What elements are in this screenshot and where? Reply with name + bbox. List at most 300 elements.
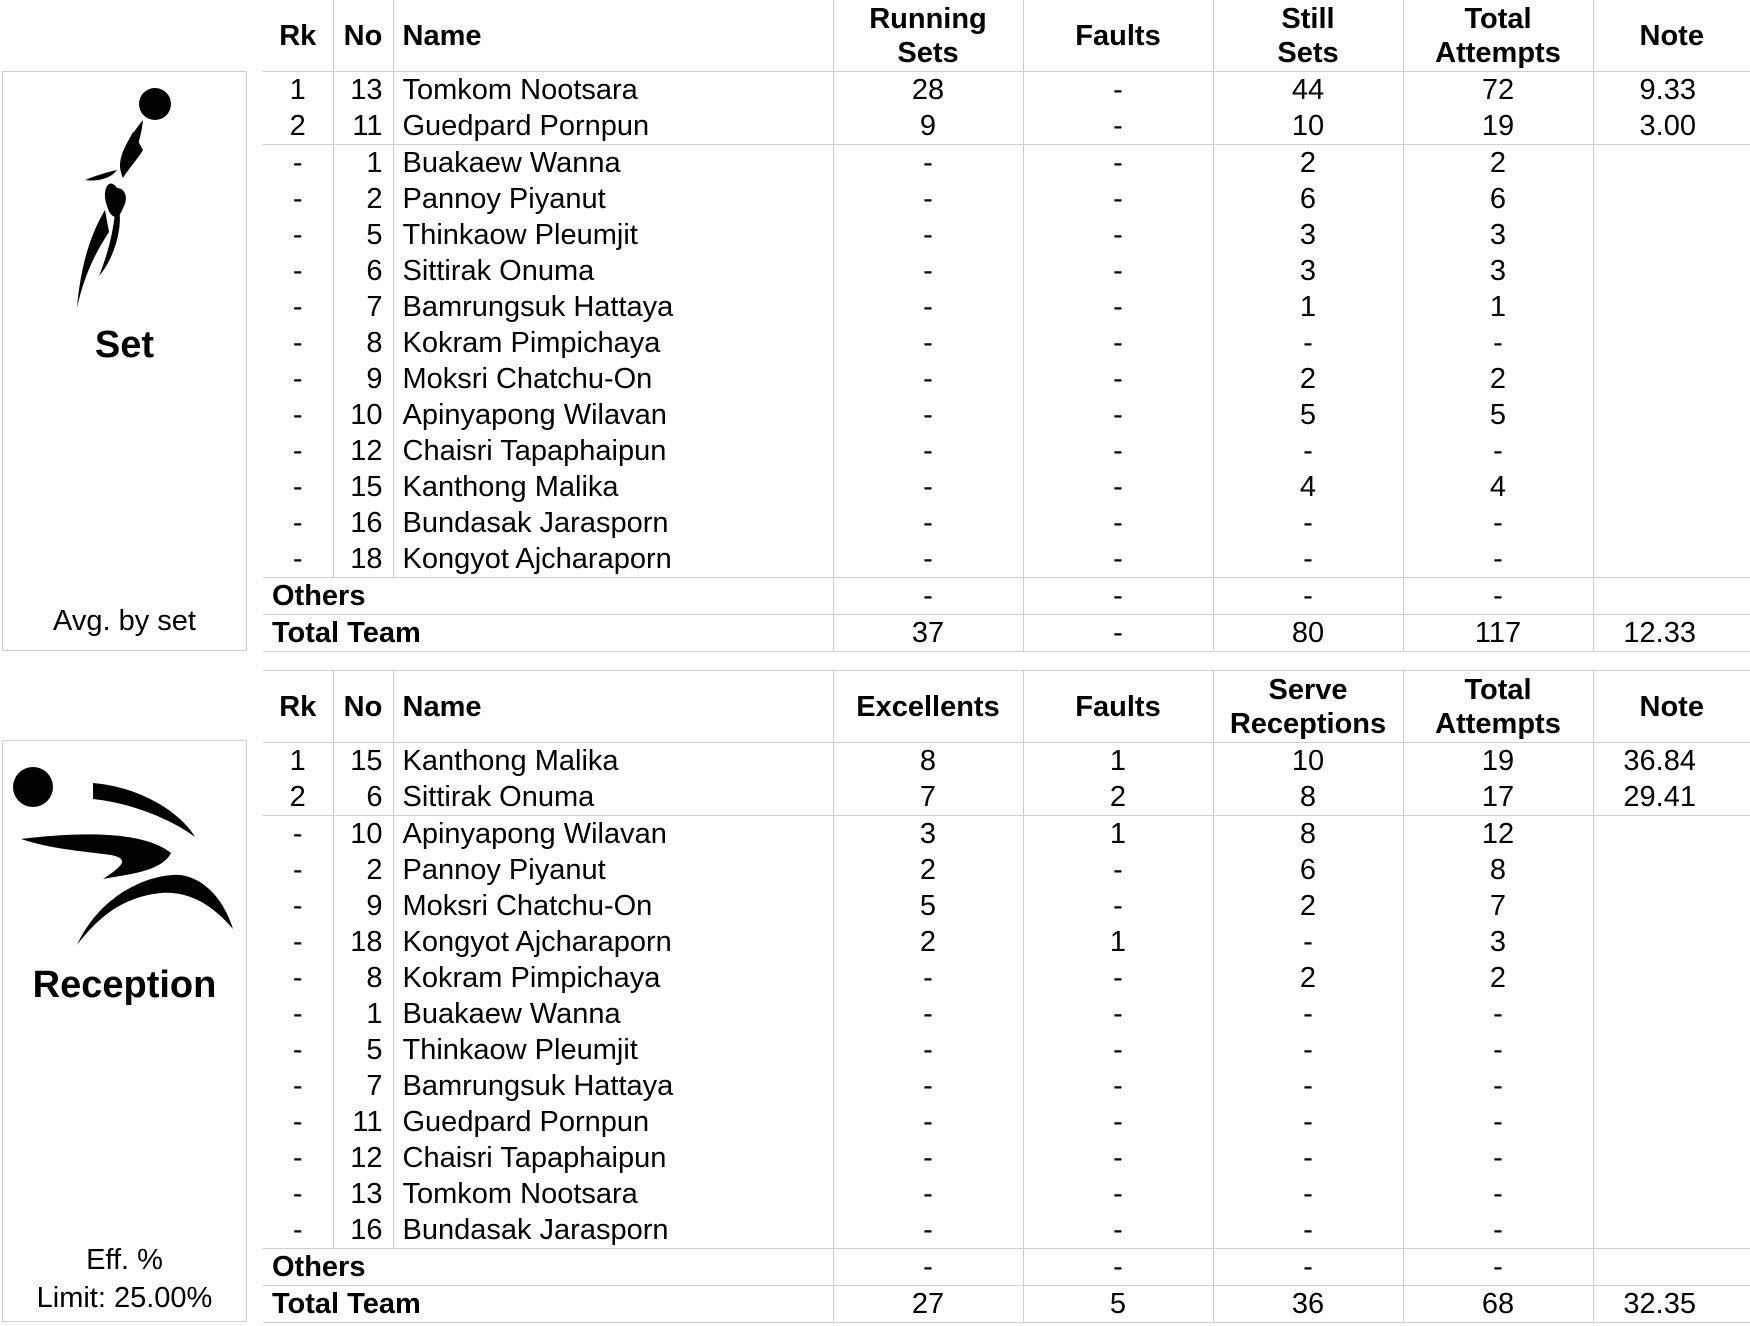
faults-cell: -	[1023, 960, 1213, 996]
number-cell: 16	[333, 1212, 393, 1249]
stat-cell-1: 37	[833, 615, 1023, 652]
faults-cell: -	[1023, 1032, 1213, 1068]
rank-cell: 1	[289, 74, 306, 106]
rank-cell: 2	[263, 108, 333, 145]
faults-cell: -	[1023, 217, 1213, 253]
note-cell	[1593, 289, 1750, 325]
rank-cell: -	[292, 183, 303, 215]
total-attempts-cell: -	[1403, 541, 1593, 578]
note-cell	[1593, 1032, 1750, 1068]
player-row	[263, 253, 1750, 289]
stat-cell-3: 2	[1213, 888, 1403, 924]
note-cell	[1593, 996, 1750, 1032]
player-row	[263, 960, 1750, 996]
player-row	[263, 541, 1750, 578]
note-cell: 29.41	[1593, 779, 1750, 816]
stat-cell-1: -	[833, 433, 1023, 469]
note-cell	[1593, 145, 1750, 182]
player-name-cell: Apinyapong Wilavan	[393, 816, 833, 853]
note-cell: 3.00	[1593, 108, 1750, 145]
player-row	[263, 1032, 1750, 1068]
number-cell: 18	[333, 924, 393, 960]
rank-header: Rk	[263, 671, 333, 743]
note-cell	[1593, 1140, 1750, 1176]
player-row	[263, 108, 1750, 145]
rank-cell: 2	[263, 779, 333, 816]
player-row	[263, 361, 1750, 397]
player-row	[263, 505, 1750, 541]
note-cell	[1593, 1068, 1750, 1104]
stat-cell-3: -	[1213, 541, 1403, 578]
player-row	[263, 1104, 1750, 1140]
number-cell: 7	[333, 1068, 393, 1104]
faults-cell: -	[1023, 253, 1213, 289]
total-team-row	[263, 1286, 1750, 1323]
note-cell	[1593, 541, 1750, 578]
volleyball-reception-pictogram-icon	[11, 763, 237, 953]
stat-cell-3: 4	[1213, 469, 1403, 505]
reception-limit-label: Limit: 25.00%	[36, 1282, 213, 1314]
stat-cell-3: 80	[1213, 615, 1403, 652]
player-row	[263, 1068, 1750, 1104]
faults-cell: -	[1023, 108, 1213, 145]
faults-cell: -	[1023, 145, 1213, 182]
stat-cell-1: -	[833, 361, 1023, 397]
total-attempts-cell: -	[1403, 1212, 1593, 1249]
faults-cell: 1	[1023, 924, 1213, 960]
rank-cell: -	[292, 543, 303, 575]
note-cell	[1593, 181, 1750, 217]
player-name-cell: Moksri Chatchu-On	[393, 888, 833, 924]
rank-cell: -	[292, 818, 303, 850]
stat-cell-3: 10	[1213, 108, 1403, 145]
stat-cell-3: 6	[1213, 852, 1403, 888]
faults-header: Faults	[1023, 0, 1213, 72]
note-cell	[1593, 217, 1750, 253]
rank-cell: -	[292, 147, 303, 179]
stat-cell-1: -	[833, 1104, 1023, 1140]
number-header: No	[333, 0, 393, 72]
player-name-cell: Kanthong Malika	[393, 743, 833, 780]
player-name-cell: Kanthong Malika	[393, 469, 833, 505]
set-note-label: Avg. by set	[53, 605, 196, 637]
stat-cell-1: -	[833, 578, 1023, 615]
total-attempts-cell: 117	[1403, 615, 1593, 652]
player-name-cell: Buakaew Wanna	[393, 996, 833, 1032]
total-attempts-cell: -	[1403, 505, 1593, 541]
number-cell: 15	[333, 469, 393, 505]
rank-cell: -	[292, 1070, 303, 1102]
rank-cell: -	[292, 507, 303, 539]
player-name-cell: Thinkaow Pleumjit	[393, 1032, 833, 1068]
number-cell: 13	[333, 72, 393, 109]
stat-cell-1: -	[833, 996, 1023, 1032]
excellents-header: Excellents	[833, 671, 1023, 743]
stat-cell-3: -	[1213, 1104, 1403, 1140]
stat-cell-1: -	[833, 505, 1023, 541]
set-section	[0, 0, 1750, 650]
stat-cell-1: -	[833, 1176, 1023, 1212]
player-row	[263, 289, 1750, 325]
faults-cell: -	[1023, 852, 1213, 888]
player-name-cell: Kokram Pimpichaya	[393, 960, 833, 996]
stat-cell-1: -	[833, 289, 1023, 325]
rank-cell: 1	[289, 745, 306, 777]
others-row	[263, 578, 1750, 615]
total-attempts-cell: -	[1403, 433, 1593, 469]
total-attempts-cell: 72	[1403, 72, 1593, 109]
player-name-cell: Bamrungsuk Hattaya	[393, 1068, 833, 1104]
number-cell: 6	[333, 253, 393, 289]
note-cell	[1593, 888, 1750, 924]
number-cell: 5	[333, 217, 393, 253]
serve-receptions-header: Serve Receptions	[1213, 671, 1403, 743]
player-name-cell: Bundasak Jarasporn	[393, 1212, 833, 1249]
rank-cell: -	[292, 1142, 303, 1174]
note-cell	[1593, 325, 1750, 361]
note-cell	[1593, 1249, 1750, 1286]
rank-cell: -	[292, 291, 303, 323]
total-attempts-cell: 3	[1403, 924, 1593, 960]
rank-cell: -	[292, 854, 303, 886]
set-stats-table	[263, 0, 1750, 652]
faults-cell: 2	[1023, 779, 1213, 816]
stat-cell-1: 2	[833, 852, 1023, 888]
rank-cell: -	[292, 363, 303, 395]
player-name-cell: Sittirak Onuma	[393, 779, 833, 816]
number-cell: 13	[333, 1176, 393, 1212]
number-cell: 12	[333, 1140, 393, 1176]
stat-cell-1: -	[833, 1032, 1023, 1068]
total-attempts-cell: 12	[1403, 816, 1593, 853]
stat-cell-3: -	[1213, 505, 1403, 541]
faults-cell: -	[1023, 996, 1213, 1032]
reception-side-panel	[2, 740, 247, 1322]
stat-cell-1: 28	[833, 72, 1023, 109]
stat-cell-1: 3	[833, 816, 1023, 853]
stat-cell-3: 1	[1213, 289, 1403, 325]
number-cell: 9	[333, 361, 393, 397]
faults-cell: -	[1023, 1212, 1213, 1249]
total-attempts-cell: 2	[1403, 145, 1593, 182]
others-label: Others	[263, 1249, 833, 1286]
name-header: Name	[393, 0, 833, 72]
stat-cell-3: 2	[1213, 361, 1403, 397]
stat-cell-3: 5	[1213, 397, 1403, 433]
total-attempts-cell: -	[1403, 996, 1593, 1032]
player-name-cell: Chaisri Tapaphaipun	[393, 433, 833, 469]
number-cell: 2	[333, 181, 393, 217]
total-attempts-cell: 5	[1403, 397, 1593, 433]
note-cell	[1593, 960, 1750, 996]
total-attempts-cell: 19	[1403, 108, 1593, 145]
rank-cell: -	[292, 471, 303, 503]
number-cell: 8	[333, 960, 393, 996]
stat-cell-1: -	[833, 181, 1023, 217]
reception-note-label: Eff. %	[86, 1244, 163, 1276]
still-sets-header: Still Sets	[1213, 0, 1403, 72]
number-cell: 11	[333, 1104, 393, 1140]
number-cell: 9	[333, 888, 393, 924]
note-header: Note	[1593, 671, 1750, 743]
player-row	[263, 1176, 1750, 1212]
total-team-label: Total Team	[263, 615, 833, 652]
total-attempts-cell: 2	[1403, 361, 1593, 397]
faults-cell: -	[1023, 578, 1213, 615]
faults-cell: 5	[1023, 1286, 1213, 1323]
player-name-cell: Moksri Chatchu-On	[393, 361, 833, 397]
rank-cell: -	[292, 255, 303, 287]
note-header: Note	[1593, 0, 1750, 72]
number-header: No	[333, 671, 393, 743]
player-name-cell: Bamrungsuk Hattaya	[393, 289, 833, 325]
volleyball-set-pictogram-icon	[73, 80, 183, 310]
player-row	[263, 816, 1750, 853]
note-cell: 36.84	[1593, 743, 1750, 780]
note-cell	[1593, 361, 1750, 397]
total-attempts-cell: -	[1403, 1068, 1593, 1104]
note-cell	[1593, 505, 1750, 541]
stat-cell-3: 3	[1213, 217, 1403, 253]
stat-cell-1: -	[833, 541, 1023, 578]
faults-cell: -	[1023, 181, 1213, 217]
faults-cell: 1	[1023, 816, 1213, 853]
stat-cell-1: 2	[833, 924, 1023, 960]
total-attempts-cell: 19	[1403, 743, 1593, 780]
total-team-label: Total Team	[263, 1286, 833, 1323]
stat-cell-1: -	[833, 1068, 1023, 1104]
stat-cell-1: -	[833, 253, 1023, 289]
player-name-cell: Pannoy Piyanut	[393, 181, 833, 217]
stat-cell-3: -	[1213, 996, 1403, 1032]
faults-cell: -	[1023, 888, 1213, 924]
stat-cell-3: -	[1213, 1249, 1403, 1286]
number-cell: 2	[333, 852, 393, 888]
stat-cell-1: -	[833, 145, 1023, 182]
faults-cell: -	[1023, 541, 1213, 578]
stat-cell-3: 10	[1213, 743, 1403, 780]
rank-header: Rk	[263, 0, 333, 72]
note-cell: 32.35	[1593, 1286, 1750, 1323]
stat-cell-3: 6	[1213, 181, 1403, 217]
note-cell	[1593, 469, 1750, 505]
player-name-cell: Bundasak Jarasporn	[393, 505, 833, 541]
note-cell	[1593, 852, 1750, 888]
player-row	[263, 779, 1750, 816]
faults-cell: -	[1023, 469, 1213, 505]
player-row	[263, 1140, 1750, 1176]
number-cell: 1	[333, 996, 393, 1032]
faults-header: Faults	[1023, 671, 1213, 743]
reception-section	[0, 670, 1750, 1326]
player-row	[263, 743, 1750, 780]
rank-cell: -	[292, 998, 303, 1030]
total-attempts-cell: -	[1403, 1140, 1593, 1176]
note-cell: 9.33	[1593, 72, 1750, 109]
number-cell: 10	[333, 816, 393, 853]
number-cell: 8	[333, 325, 393, 361]
faults-cell: -	[1023, 289, 1213, 325]
note-cell	[1593, 816, 1750, 853]
name-header: Name	[393, 671, 833, 743]
stat-cell-3: -	[1213, 1212, 1403, 1249]
total-attempts-cell: 3	[1403, 217, 1593, 253]
rank-cell: -	[292, 435, 303, 467]
stat-cell-1: 27	[833, 1286, 1023, 1323]
faults-cell: -	[1023, 505, 1213, 541]
number-cell: 12	[333, 433, 393, 469]
faults-cell: -	[1023, 72, 1213, 109]
player-name-cell: Thinkaow Pleumjit	[393, 217, 833, 253]
rank-cell: -	[292, 926, 303, 958]
others-row	[263, 1249, 1750, 1286]
others-label: Others	[263, 578, 833, 615]
rank-cell: -	[292, 962, 303, 994]
player-name-cell: Guedpard Pornpun	[393, 108, 833, 145]
player-name-cell: Buakaew Wanna	[393, 145, 833, 182]
number-cell: 7	[333, 289, 393, 325]
player-row	[263, 325, 1750, 361]
reception-stats-table	[263, 670, 1750, 1323]
player-row	[263, 924, 1750, 960]
stat-cell-3: 3	[1213, 253, 1403, 289]
player-name-cell: Kokram Pimpichaya	[393, 325, 833, 361]
set-section-title: Set	[94, 324, 155, 366]
player-name-cell: Apinyapong Wilavan	[393, 397, 833, 433]
stat-cell-3: 8	[1213, 779, 1403, 816]
stat-cell-3: -	[1213, 433, 1403, 469]
stat-cell-3: 44	[1213, 72, 1403, 109]
running-sets-header: Running Sets	[833, 0, 1023, 72]
total-attempts-header: Total Attempts	[1403, 0, 1593, 72]
total-attempts-cell: -	[1403, 578, 1593, 615]
stat-cell-3: -	[1213, 325, 1403, 361]
rank-cell: -	[292, 399, 303, 431]
faults-cell: -	[1023, 433, 1213, 469]
player-name-cell: Kongyot Ajcharaporn	[393, 541, 833, 578]
player-name-cell: Sittirak Onuma	[393, 253, 833, 289]
player-row	[263, 397, 1750, 433]
stat-cell-1: -	[833, 1212, 1023, 1249]
total-attempts-cell: 2	[1403, 960, 1593, 996]
total-attempts-header: Total Attempts	[1403, 671, 1593, 743]
faults-cell: -	[1023, 397, 1213, 433]
player-row	[263, 181, 1750, 217]
stat-cell-1: -	[833, 1140, 1023, 1176]
stat-cell-3: -	[1213, 1032, 1403, 1068]
player-row	[263, 996, 1750, 1032]
number-cell: 6	[333, 779, 393, 816]
faults-cell: -	[1023, 1068, 1213, 1104]
total-attempts-cell: 6	[1403, 181, 1593, 217]
number-cell: 18	[333, 541, 393, 578]
total-attempts-cell: 17	[1403, 779, 1593, 816]
rank-cell: -	[292, 1034, 303, 1066]
number-cell: 16	[333, 505, 393, 541]
note-cell	[1593, 433, 1750, 469]
total-attempts-cell: -	[1403, 1104, 1593, 1140]
note-cell: 12.33	[1593, 615, 1750, 652]
stat-cell-1: -	[833, 960, 1023, 996]
reception-header-row	[263, 671, 1750, 743]
set-header-row	[263, 0, 1750, 72]
note-cell	[1593, 253, 1750, 289]
player-name-cell: Kongyot Ajcharaporn	[393, 924, 833, 960]
faults-cell: 1	[1023, 743, 1213, 780]
player-row	[263, 888, 1750, 924]
stat-cell-1: 8	[833, 743, 1023, 780]
stat-cell-1: -	[833, 1249, 1023, 1286]
stat-cell-3: -	[1213, 1068, 1403, 1104]
total-attempts-cell: 1	[1403, 289, 1593, 325]
reception-section-title: Reception	[32, 964, 217, 1006]
player-name-cell: Guedpard Pornpun	[393, 1104, 833, 1140]
player-row	[263, 1212, 1750, 1249]
number-cell: 5	[333, 1032, 393, 1068]
total-attempts-cell: 8	[1403, 852, 1593, 888]
note-cell	[1593, 1104, 1750, 1140]
stat-cell-3: -	[1213, 578, 1403, 615]
player-row	[263, 72, 1750, 109]
player-row	[263, 433, 1750, 469]
stat-cell-3: -	[1213, 1176, 1403, 1212]
faults-cell: -	[1023, 1104, 1213, 1140]
note-cell	[1593, 397, 1750, 433]
stat-cell-3: 2	[1213, 960, 1403, 996]
rank-cell: -	[292, 327, 303, 359]
rank-cell: -	[292, 1214, 303, 1246]
stat-cell-3: -	[1213, 1140, 1403, 1176]
stat-cell-3: 2	[1213, 145, 1403, 182]
total-attempts-cell: -	[1403, 1176, 1593, 1212]
faults-cell: -	[1023, 1140, 1213, 1176]
player-row	[263, 217, 1750, 253]
stat-cell-1: 5	[833, 888, 1023, 924]
rank-cell: -	[292, 1106, 303, 1138]
note-cell	[1593, 1176, 1750, 1212]
stat-cell-1: 9	[833, 108, 1023, 145]
total-attempts-cell: -	[1403, 325, 1593, 361]
faults-cell: -	[1023, 361, 1213, 397]
stat-cell-1: -	[833, 397, 1023, 433]
stat-cell-3: 8	[1213, 816, 1403, 853]
stat-cell-1: -	[833, 217, 1023, 253]
total-attempts-cell: 4	[1403, 469, 1593, 505]
player-row	[263, 852, 1750, 888]
stat-cell-1: 7	[833, 779, 1023, 816]
note-cell	[1593, 578, 1750, 615]
set-side-panel	[2, 71, 247, 651]
number-cell: 10	[333, 397, 393, 433]
total-attempts-cell: -	[1403, 1032, 1593, 1068]
note-cell	[1593, 1212, 1750, 1249]
total-team-row	[263, 615, 1750, 652]
player-name-cell: Tomkom Nootsara	[393, 1176, 833, 1212]
rank-cell: -	[292, 1178, 303, 1210]
stat-cell-1: -	[833, 469, 1023, 505]
faults-cell: -	[1023, 1176, 1213, 1212]
total-attempts-cell: 3	[1403, 253, 1593, 289]
total-attempts-cell: 7	[1403, 888, 1593, 924]
total-attempts-cell: -	[1403, 1249, 1593, 1286]
faults-cell: -	[1023, 1249, 1213, 1286]
faults-cell: -	[1023, 325, 1213, 361]
note-cell	[1593, 924, 1750, 960]
rank-cell: -	[292, 219, 303, 251]
stat-cell-1: -	[833, 325, 1023, 361]
faults-cell: -	[1023, 615, 1213, 652]
player-row	[263, 145, 1750, 182]
